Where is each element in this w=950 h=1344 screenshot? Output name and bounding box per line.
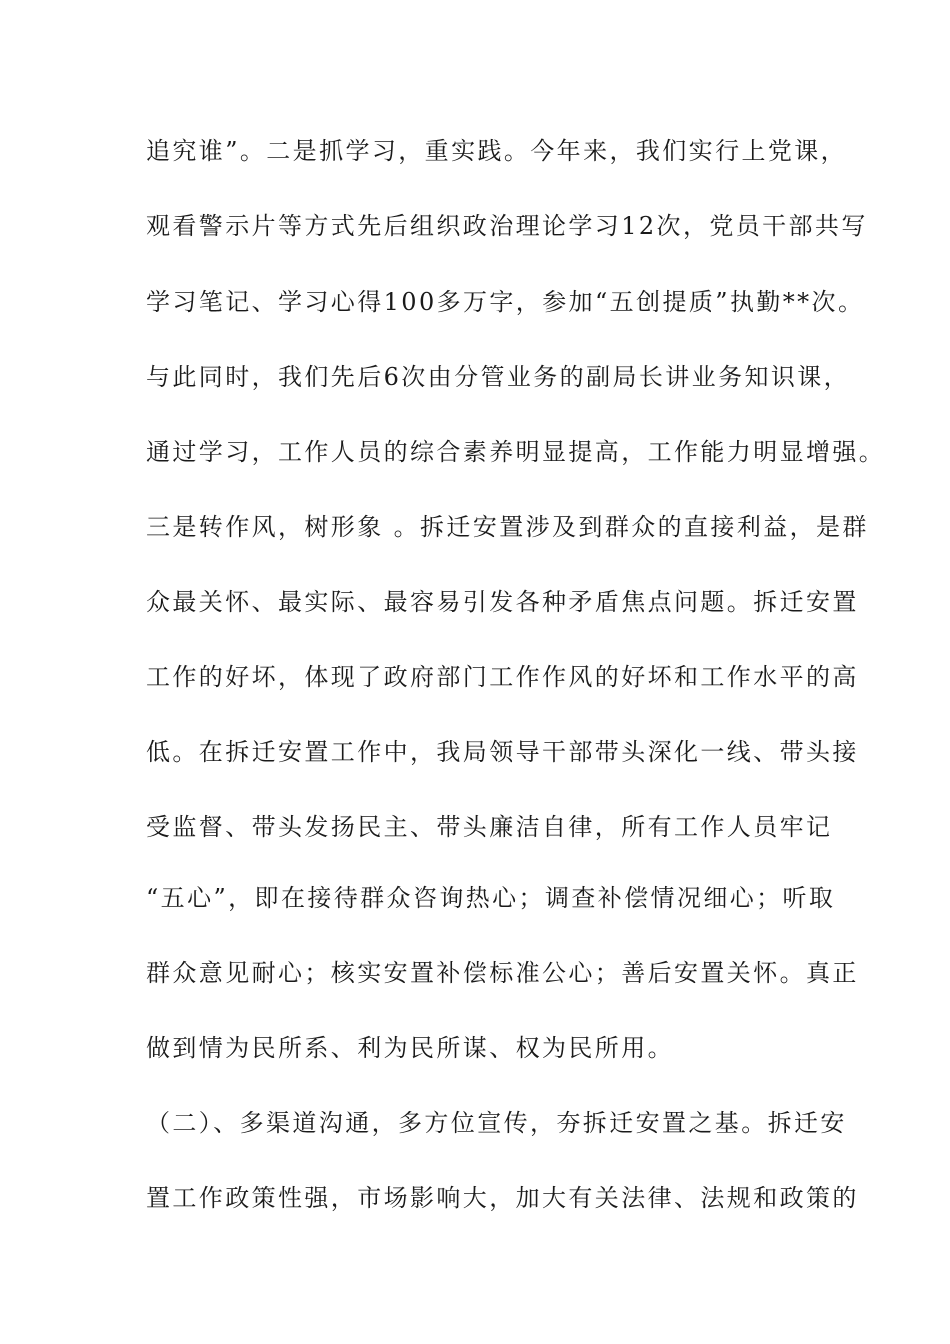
text-line: 学习笔记、学习心得100多万字，参加“五创提质”执勤**次。 — [146, 288, 865, 316]
text-line: 通过学习，工作人员的综合素养明显提高，工作能力明显增强。 — [146, 438, 886, 466]
text-line: 群众意见耐心；核实安置补偿标准公心；善后安置关怀。真正 — [146, 959, 859, 987]
text-line: “五心”，即在接待群众咨询热心；调查补偿情况细心；听取 — [146, 884, 836, 912]
text-line: 观看警示片等方式先后组织政治理论学习12次，党员干部共写 — [146, 212, 868, 240]
text-line: 三是转作风，树形象 。拆迁安置涉及到群众的直接利益，是群 — [146, 513, 869, 541]
text-line: （二）、多渠道沟通，多方位宣传，夯拆迁安置之基。拆迁安 — [146, 1109, 847, 1137]
text-line: 受监督、带头发扬民主、带头廉洁自律，所有工作人员牢记 — [146, 813, 833, 841]
text-line: 置工作政策性强，市场影响大，加大有关法律、法规和政策的 — [146, 1184, 859, 1212]
text-line: 众最关怀、最实际、最容易引发各种矛盾焦点问题。拆迁安置 — [146, 588, 859, 616]
text-line: 与此同时，我们先后6次由分管业务的副局长讲业务知识课， — [146, 363, 851, 391]
text-line: 做到情为民所系、利为民所谋、权为民所用。 — [146, 1034, 674, 1062]
text-line: 工作的好坏，体现了政府部门工作作风的好坏和工作水平的高 — [146, 663, 859, 691]
text-line: 低。在拆迁安置工作中，我局领导干部带头深化一线、带头接 — [146, 738, 859, 766]
text-line: 追究谁”。二是抓学习，重实践。今年来，我们实行上党课， — [146, 137, 848, 165]
